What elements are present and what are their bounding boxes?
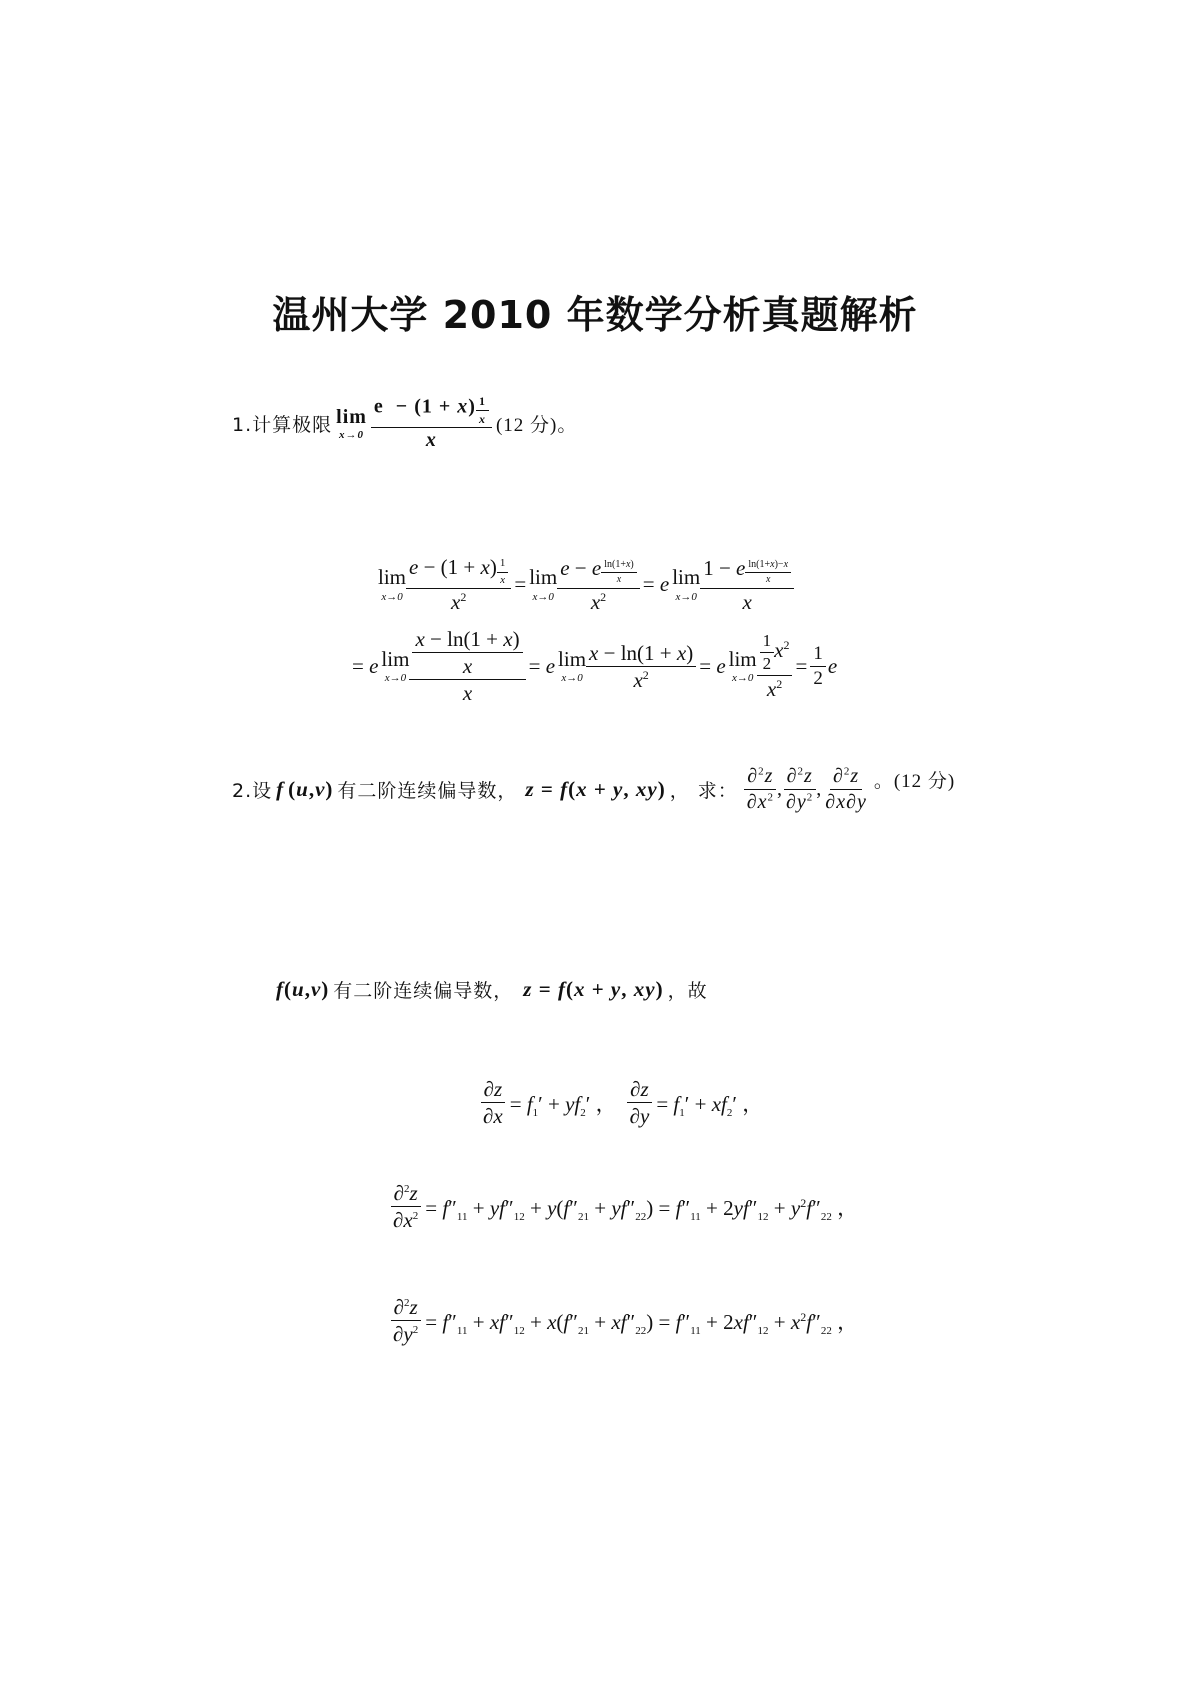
question-1-label: 1.计算极限	[232, 413, 333, 436]
solution-2-intro: f(u,v) 有二阶连续偏导数， z = f(x + y, xy) ，故	[276, 977, 708, 1002]
solution-2-intro-text: 有二阶连续偏导数，	[333, 980, 514, 1002]
question-2-ask: 求：	[697, 780, 738, 802]
question-1-points: (12 分)。	[495, 414, 578, 436]
question-2: 2.设 f (u,v) 有二阶连续偏导数， z = f(x + y, xy) ， 求： $\frac{\partial^2z}{\partial x^2}$ , $\frac{\partial^2z}{\partial y^2}$ , $\frac{\partial^2z}{\partial x\partial y}$ 。(12 分)	[232, 765, 956, 813]
solution-2-therefore: ，故	[667, 980, 708, 1002]
solution-1-line-1: lim x→0 e − (1 + x) $^{\frac{1}{x}}$ $x^2$ = lim x→0 e − e $^{\frac{\ln(1+x)}{x}}$ $x^2$ = e lim x→0 1 − e $^{\frac{\ln(1+x)-x}{x}}$ x	[378, 556, 794, 613]
question-1-expression: lim x→0 e − (1 + x) $^{\frac{1}{x}}$ x	[336, 395, 492, 451]
question-2-label: 2.设	[232, 780, 273, 802]
solution-2-second-partial-yy: $\frac{\partial^2z}{\partial y^2}$ = $f''_{11} + xf''_{12} + x(f''_{21} + xf''_{22}) = f''_{11} + 2xf''_{12} + x^2f''_{22}$ ，	[390, 1296, 858, 1345]
page-title: 温州大学 2010 年数学分析真题解析	[272, 293, 918, 337]
solution-1-line-2: = e lim x→0 $\frac{\frac{x - \ln(1 + x)}{x}}{x}$ = e lim x→0 $\frac{x - \ln(1 + x)}{x^2}$ = e lim x→0 $\frac{1}{2}$ $x^2$ $x^2$ = $\frac{1}{2}$ e	[352, 627, 838, 706]
question-1	[232, 395, 577, 451]
question-2-condition: 有二阶连续偏导数，	[337, 780, 518, 802]
solution-2-second-partial-xx: $\frac{\partial^2z}{\partial x^2}$ = $f''_{11} + yf''_{12} + y(f''_{21} + yf''_{22}) = f''_{11} + 2yf''_{12} + y^2f''_{22}$ ，	[390, 1182, 858, 1231]
solution-2-first-partials: $\frac{\partial z}{\partial x}$ = $f_1' + yf_2'$ ， $\frac{\partial z}{\partial y}$ = $f_1' + xf_2'$ ，	[480, 1078, 767, 1127]
question-2-points: 。(12 分)	[873, 771, 956, 792]
